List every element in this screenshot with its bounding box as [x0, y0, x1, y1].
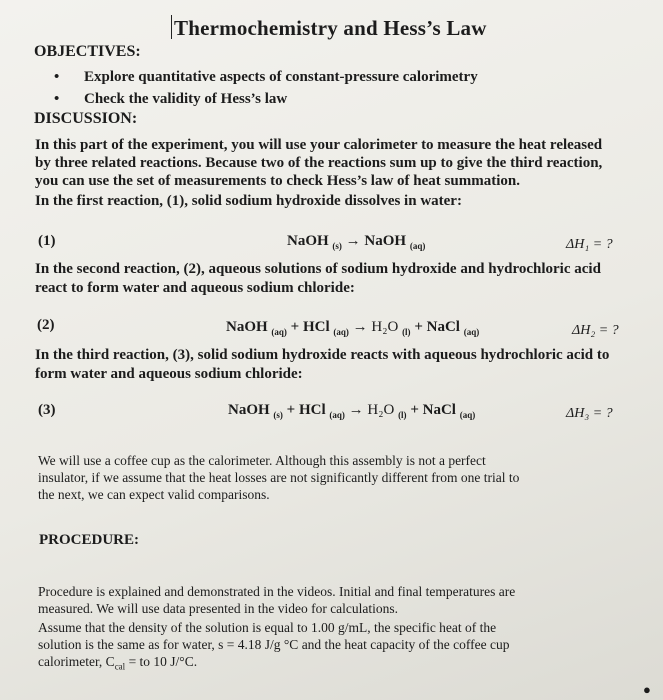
- discussion-heading: DISCUSSION:: [34, 110, 138, 127]
- decorative-dot: ●: [643, 682, 651, 697]
- objective-item: • Explore quantitative aspects of constant-pressure calorimetry: [54, 69, 478, 85]
- discussion-line: In the third reaction, (3), solid sodium hydroxide reacts with aqueous hydrochloric acid to: [35, 347, 610, 363]
- procedure-line: calorimeter, $C_{cal}$ = to 10 J/°C.: [38, 654, 198, 672]
- procedure-line: measured. We will use data presented in the video for calculations.: [38, 601, 399, 616]
- discussion-line: by three related reactions. Because two of the reactions sum up to give the third reaction,: [35, 155, 603, 171]
- procedure-line: Assume that the density of the solution is equal to 1.00 g/mL, the specific heat of the: [38, 620, 497, 635]
- delta-h2: ΔH₂ = ?: [572, 323, 619, 338]
- bullet-icon: •: [54, 69, 60, 85]
- discussion-line: the next, we can expect valid comparisons.: [38, 487, 270, 502]
- discussion-line: In the second reaction, (2), aqueous solutions of sodium hydroxide and hydrochloric acid: [35, 261, 601, 277]
- delta-h3: ΔH₃ = ?: [566, 406, 613, 421]
- bullet-icon: •: [54, 91, 60, 107]
- reaction-1-number: (1): [38, 233, 56, 249]
- reaction-2-equation: NaOH $_{(aq)}$ + HCl $_{(aq)}$ → H₂O $_{(l)}$ + NaCl $_{(aq)}$: [226, 319, 480, 337]
- reaction-3-equation: NaOH $_{(s)}$ + HCl $_{(aq)}$ → H₂O $_{(l)}$ + NaCl $_{(aq)}$: [228, 402, 476, 420]
- text-cursor: [171, 15, 172, 39]
- discussion-line: We will use a coffee cup as the calorimeter. Although this assembly is not a perfect: [38, 453, 486, 468]
- objective-item: • Check the validity of Hess’s law: [54, 91, 288, 107]
- delta-h1: ΔH₁ = ?: [566, 237, 613, 252]
- reaction-3-number: (3): [38, 402, 56, 418]
- procedure-line: Procedure is explained and demonstrated in the videos. Initial and final temperatures are: [38, 584, 516, 599]
- discussion-line: In the first reaction, (1), solid sodium hydroxide dissolves in water:: [35, 193, 462, 209]
- reaction-1-equation: NaOH $_{(s)}$ → NaOH $_{(aq)}$: [287, 233, 426, 251]
- objectives-heading: OBJECTIVES:: [34, 43, 141, 60]
- discussion-line: you can use the set of measurements to check Hess’s law of heat summation.: [35, 173, 520, 189]
- discussion-line: form water and aqueous sodium chloride:: [35, 366, 303, 382]
- discussion-line: react to form water and aqueous sodium chloride:: [35, 280, 355, 296]
- discussion-line: In this part of the experiment, you will use your calorimeter to measure the heat released: [35, 137, 603, 153]
- procedure-heading: PROCEDURE:: [39, 532, 139, 548]
- discussion-line: insulator, if we assume that the heat losses are not significantly different from one trial to: [38, 470, 520, 485]
- procedure-line: solution is the same as for water, s = 4.18 J/g °C and the heat capacity of the coffee cup: [38, 637, 510, 652]
- reaction-2-number: (2): [37, 317, 55, 333]
- page-title: Thermochemistry and Hess’s Law: [174, 16, 487, 40]
